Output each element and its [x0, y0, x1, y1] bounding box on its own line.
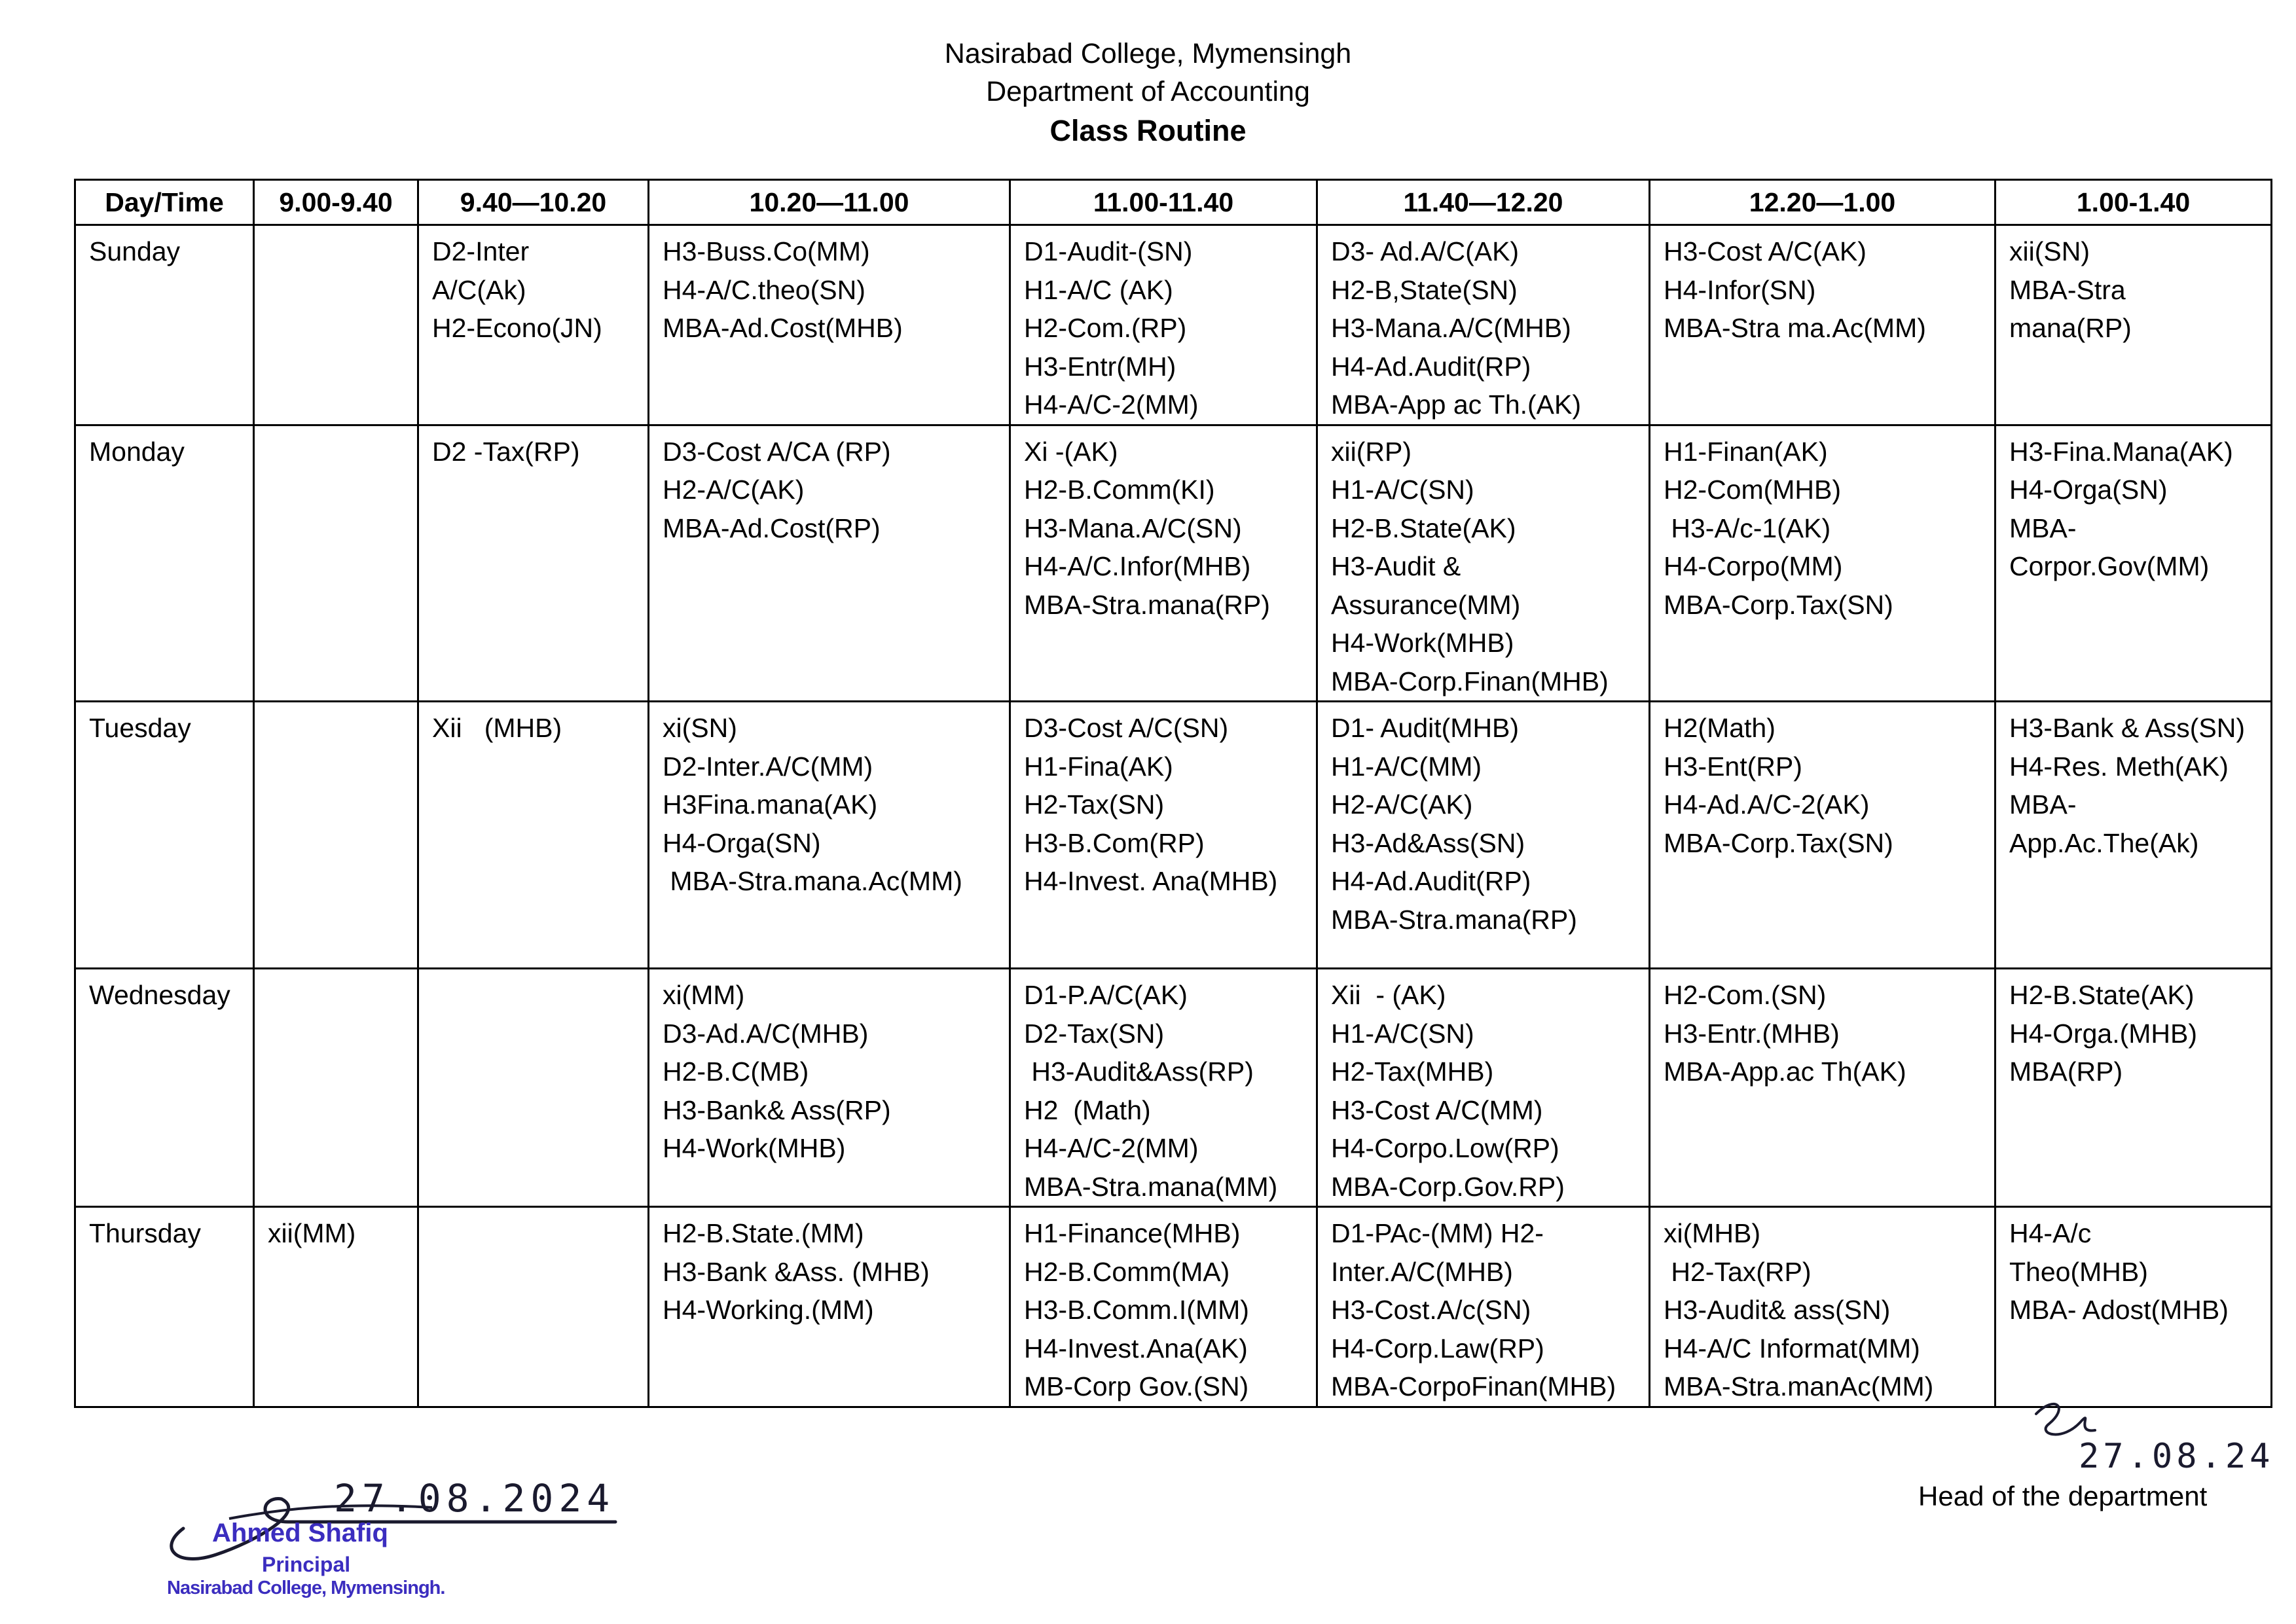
- class-entry: Xii (MHB): [432, 713, 562, 743]
- class-entry: H3-Mana.A/C(MHB): [1331, 313, 1571, 343]
- class-entry: MBA-Corp.Gov.RP): [1331, 1171, 1565, 1202]
- class-entry: H2-B.State(AK): [2009, 980, 2195, 1010]
- schedule-cell: [1995, 702, 2272, 969]
- class-entry: xi(MM): [663, 980, 745, 1010]
- schedule-cell: [1010, 1207, 1317, 1407]
- class-entry: H1-A/C(SN): [1331, 1018, 1474, 1049]
- class-entry: H1-Finan(AK): [1664, 436, 1828, 467]
- class-entry: H4-Ad.Audit(RP): [1331, 866, 1531, 896]
- class-entry: Assurance(MM): [1331, 589, 1521, 620]
- class-entry: H3-Buss.Co(MM): [663, 236, 870, 266]
- page-title: Class Routine: [1049, 114, 1247, 147]
- hod-date: 27.08.24: [2079, 1437, 2274, 1476]
- column-header: 11.00-11.40: [1010, 180, 1317, 225]
- class-entry: H4-Infor(SN): [1664, 274, 1816, 305]
- class-entry: H2-Com.(SN): [1664, 980, 1827, 1010]
- schedule-cell: [418, 1207, 649, 1407]
- class-entry: H1-A/C (AK): [1024, 274, 1173, 305]
- principal-date: 27.08.2024: [334, 1476, 615, 1521]
- schedule-cell: [254, 702, 418, 969]
- class-entry: Xi -(AK): [1024, 436, 1118, 467]
- class-entry: H4-Invest.Ana(AK): [1024, 1333, 1248, 1363]
- class-entry: H1-A/C(MM): [1331, 751, 1482, 782]
- class-entry: H3-Fina.Mana(AK): [2009, 436, 2233, 467]
- class-entry: H4-Orga.(MHB): [2009, 1018, 2198, 1049]
- class-entry: H4-Orga(SN): [663, 827, 821, 858]
- class-entry: H2-B.Comm(KI): [1024, 475, 1215, 505]
- class-entry: D2-Tax(SN): [1024, 1018, 1165, 1049]
- hod-caption: Head of the department: [1918, 1481, 2208, 1511]
- class-entry: H3-Entr.(MHB): [1664, 1018, 1840, 1049]
- schedule-cell: [1995, 225, 2272, 425]
- class-entry: H3-B.Comm.I(MM): [1024, 1295, 1249, 1325]
- class-entry: H1-A/C(SN): [1331, 475, 1474, 505]
- schedule-cell: [418, 225, 649, 425]
- class-entry: H3-Cost A/C(AK): [1664, 236, 1867, 266]
- day-cell: Tuesday: [75, 702, 254, 969]
- class-entry: H3-A/c-1(AK): [1664, 513, 1831, 543]
- class-entry: H2-A/C(AK): [1331, 789, 1473, 820]
- class-entry: H2-Tax(RP): [1664, 1256, 1812, 1287]
- class-entry: MBA-Corp.Finan(MHB): [1331, 666, 1609, 696]
- class-entry: H2-B.Comm(MA): [1024, 1256, 1230, 1287]
- stamp-name: Ahmed Shafiq: [212, 1519, 388, 1547]
- schedule-cell: [418, 702, 649, 969]
- schedule-cell: [1650, 969, 1995, 1207]
- class-entry: H2-B,State(SN): [1331, 274, 1518, 305]
- schedule-cell: [254, 1207, 418, 1407]
- schedule-cell: [649, 1207, 1010, 1407]
- class-entry: H2-B.State(AK): [1331, 513, 1516, 543]
- class-entry: MBA-Stra.manAc(MM): [1664, 1371, 1934, 1401]
- class-entry: D3-Ad.A/C(MHB): [663, 1018, 869, 1049]
- class-entry: D2-Inter.A/C(MM): [663, 751, 873, 782]
- class-entry: H1-Fina(AK): [1024, 751, 1173, 782]
- class-entry: MBA-Ad.Cost(MHB): [663, 313, 903, 343]
- schedule-cell: [1995, 425, 2272, 702]
- class-entry: H2-B.State.(MM): [663, 1218, 864, 1248]
- schedule-cell: [1010, 425, 1317, 702]
- class-entry: H4-Ad.A/C-2(AK): [1664, 789, 1870, 820]
- day-cell: Monday: [75, 425, 254, 702]
- schedule-cell: [649, 225, 1010, 425]
- table-row: [75, 1207, 2272, 1407]
- class-entry: MBA-Stra.mana(RP): [1024, 589, 1270, 620]
- schedule-cell: [649, 425, 1010, 702]
- column-header: 1.00-1.40: [1995, 180, 2272, 225]
- schedule-cell: [254, 225, 418, 425]
- class-entry: MBA-CorpoFinan(MHB): [1331, 1371, 1616, 1401]
- class-entry: H3Fina.mana(AK): [663, 789, 878, 820]
- class-entry: H4-A/c: [2009, 1218, 2092, 1248]
- department-name: Department of Accounting: [986, 76, 1310, 107]
- class-entry: H4-Corpo(MM): [1664, 551, 1843, 581]
- schedule-cell: [1995, 1207, 2272, 1407]
- class-entry: mana(RP): [2009, 313, 2132, 343]
- class-entry: MBA-App ac Th.(AK): [1331, 389, 1582, 420]
- schedule-cell: [418, 969, 649, 1207]
- class-entry: MBA-Stra.mana.Ac(MM): [663, 866, 962, 896]
- schedule-cell: [1650, 225, 1995, 425]
- class-entry: MB-Corp Gov.(SN): [1024, 1371, 1249, 1401]
- class-entry: H4-Work(MHB): [663, 1133, 846, 1163]
- class-entry: H3-Audit& ass(SN): [1664, 1295, 1891, 1325]
- class-entry: Xii - (AK): [1331, 980, 1446, 1010]
- class-entry: Corpor.Gov(MM): [2009, 551, 2210, 581]
- class-entry: D1- Audit(MHB): [1331, 713, 1520, 743]
- class-entry: D2-Inter: [432, 236, 530, 266]
- schedule-cell: [1010, 969, 1317, 1207]
- class-entry: MBA-Corp.Tax(SN): [1664, 589, 1893, 620]
- class-entry: H3-Audit &: [1331, 551, 1461, 581]
- table-row: [75, 969, 2272, 1207]
- schedule-cell: [418, 425, 649, 702]
- class-entry: H2 (Math): [1024, 1094, 1151, 1125]
- column-header: 12.20—1.00: [1650, 180, 1995, 225]
- class-entry: H3-B.Com(RP): [1024, 827, 1205, 858]
- day-cell: Thursday: [75, 1207, 254, 1407]
- class-entry: H2-B.C(MB): [663, 1056, 809, 1087]
- class-entry: xii(SN): [2009, 236, 2090, 266]
- class-entry: xi(MHB): [1664, 1218, 1761, 1248]
- class-entry: D3- Ad.A/C(AK): [1331, 236, 1520, 266]
- schedule-cell: [1317, 425, 1650, 702]
- class-entry: MBA- Adost(MHB): [2009, 1295, 2229, 1325]
- schedule-cell: [254, 425, 418, 702]
- day-cell: Sunday: [75, 225, 254, 425]
- class-entry: H3-Ent(RP): [1664, 751, 1802, 782]
- schedule-cell: [1995, 969, 2272, 1207]
- column-header: 9.00-9.40: [254, 180, 418, 225]
- schedule-cell: [1317, 1207, 1650, 1407]
- schedule-cell: [1010, 702, 1317, 969]
- class-entry: H3-Entr(MH): [1024, 351, 1176, 382]
- class-entry: H4-A/C-2(MM): [1024, 389, 1199, 420]
- header-row: [75, 180, 2272, 225]
- class-entry: H2-Com.(RP): [1024, 313, 1187, 343]
- column-header: 9.40—10.20: [418, 180, 649, 225]
- class-entry: H4-Work(MHB): [1331, 628, 1514, 658]
- column-header: Day/Time: [75, 180, 254, 225]
- schedule-cell: [254, 969, 418, 1207]
- class-entry: H4-Res. Meth(AK): [2009, 751, 2229, 782]
- class-entry: H4-Orga(SN): [2009, 475, 2168, 505]
- class-entry: D1-Audit-(SN): [1024, 236, 1193, 266]
- class-entry: MBA-Stra: [2009, 274, 2126, 305]
- table-row: [75, 425, 2272, 702]
- class-entry: H4-A/C-2(MM): [1024, 1133, 1199, 1163]
- class-entry: xii(RP): [1331, 436, 1412, 467]
- class-entry: H3-Bank & Ass(SN): [2009, 713, 2245, 743]
- schedule-cell: [1650, 702, 1995, 969]
- schedule-cell: [649, 702, 1010, 969]
- stamp-title: Principal: [262, 1553, 351, 1576]
- class-entry: D1-PAc-(MM) H2-: [1331, 1218, 1544, 1248]
- class-entry: Theo(MHB): [2009, 1256, 2148, 1287]
- column-header: 11.40—12.20: [1317, 180, 1650, 225]
- class-entry: MBA-Ad.Cost(RP): [663, 513, 881, 543]
- class-entry: H3-Cost A/C(MM): [1331, 1094, 1543, 1125]
- class-entry: H3-Ad&Ass(SN): [1331, 827, 1525, 858]
- class-entry: A/C(Ak): [432, 274, 526, 305]
- class-entry: MBA-Corp.Tax(SN): [1664, 827, 1893, 858]
- class-entry: H2-Tax(SN): [1024, 789, 1165, 820]
- class-entry: H2-A/C(AK): [663, 475, 805, 505]
- day-cell: Wednesday: [75, 969, 254, 1207]
- schedule-cell: [649, 969, 1010, 1207]
- schedule-cell: [1317, 969, 1650, 1207]
- class-entry: H2-Tax(MHB): [1331, 1056, 1494, 1087]
- class-entry: xi(SN): [663, 713, 737, 743]
- class-entry: MBA-App.ac Th(AK): [1664, 1056, 1906, 1087]
- schedule-cell: [1317, 225, 1650, 425]
- class-entry: H4-A/C.Infor(MHB): [1024, 551, 1251, 581]
- class-entry: H3-Bank& Ass(RP): [663, 1094, 891, 1125]
- class-entry: App.Ac.The(Ak): [2009, 827, 2199, 858]
- routine-body: [75, 225, 2272, 1407]
- class-entry: D1-P.A/C(AK): [1024, 980, 1188, 1010]
- class-entry: D3-Cost A/C(SN): [1024, 713, 1229, 743]
- class-entry: Inter.A/C(MHB): [1331, 1256, 1513, 1287]
- class-entry: MBA-Stra.mana(MM): [1024, 1171, 1278, 1202]
- schedule-cell: [1010, 225, 1317, 425]
- class-entry: H4-Corpo.Low(RP): [1331, 1133, 1559, 1163]
- schedule-cell: [1650, 425, 1995, 702]
- schedule-cell: [1317, 702, 1650, 969]
- class-entry: xii(MM): [268, 1218, 356, 1248]
- class-entry: MBA(RP): [2009, 1056, 2123, 1087]
- column-header: 10.20—11.00: [649, 180, 1010, 225]
- class-entry: H2-Com(MHB): [1664, 475, 1842, 505]
- class-entry: H3-Mana.A/C(SN): [1024, 513, 1242, 543]
- class-entry: H3-Bank &Ass. (MHB): [663, 1256, 930, 1287]
- class-entry: D2 -Tax(RP): [432, 436, 580, 467]
- class-entry: H4-A/C.theo(SN): [663, 274, 866, 305]
- class-entry: H1-Finance(MHB): [1024, 1218, 1241, 1248]
- class-entry: D3-Cost A/CA (RP): [663, 436, 891, 467]
- class-entry: MBA-Stra ma.Ac(MM): [1664, 313, 1926, 343]
- class-entry: MBA-: [2009, 789, 2077, 820]
- table-row: [75, 225, 2272, 425]
- class-entry: H3-Cost.A/c(SN): [1331, 1295, 1531, 1325]
- class-entry: H4-Invest. Ana(MHB): [1024, 866, 1278, 896]
- class-entry: H4-Ad.Audit(RP): [1331, 351, 1531, 382]
- class-entry: H4-Working.(MM): [663, 1295, 874, 1325]
- class-entry: H4-A/C Informat(MM): [1664, 1333, 1920, 1363]
- class-entry: H4-Corp.Law(RP): [1331, 1333, 1544, 1363]
- schedule-cell: [1650, 1207, 1995, 1407]
- college-name: Nasirabad College, Mymensingh: [944, 38, 1352, 69]
- routine-table: [74, 179, 2272, 1408]
- class-entry: H3-Audit&Ass(RP): [1024, 1056, 1254, 1087]
- table-row: [75, 702, 2272, 969]
- class-entry: MBA-Stra.mana(RP): [1331, 904, 1577, 935]
- stamp-institution: Nasirabad College, Mymensingh.: [167, 1578, 445, 1598]
- class-entry: MBA-: [2009, 513, 2077, 543]
- class-entry: H2-Econo(JN): [432, 313, 602, 343]
- class-entry: H2(Math): [1664, 713, 1776, 743]
